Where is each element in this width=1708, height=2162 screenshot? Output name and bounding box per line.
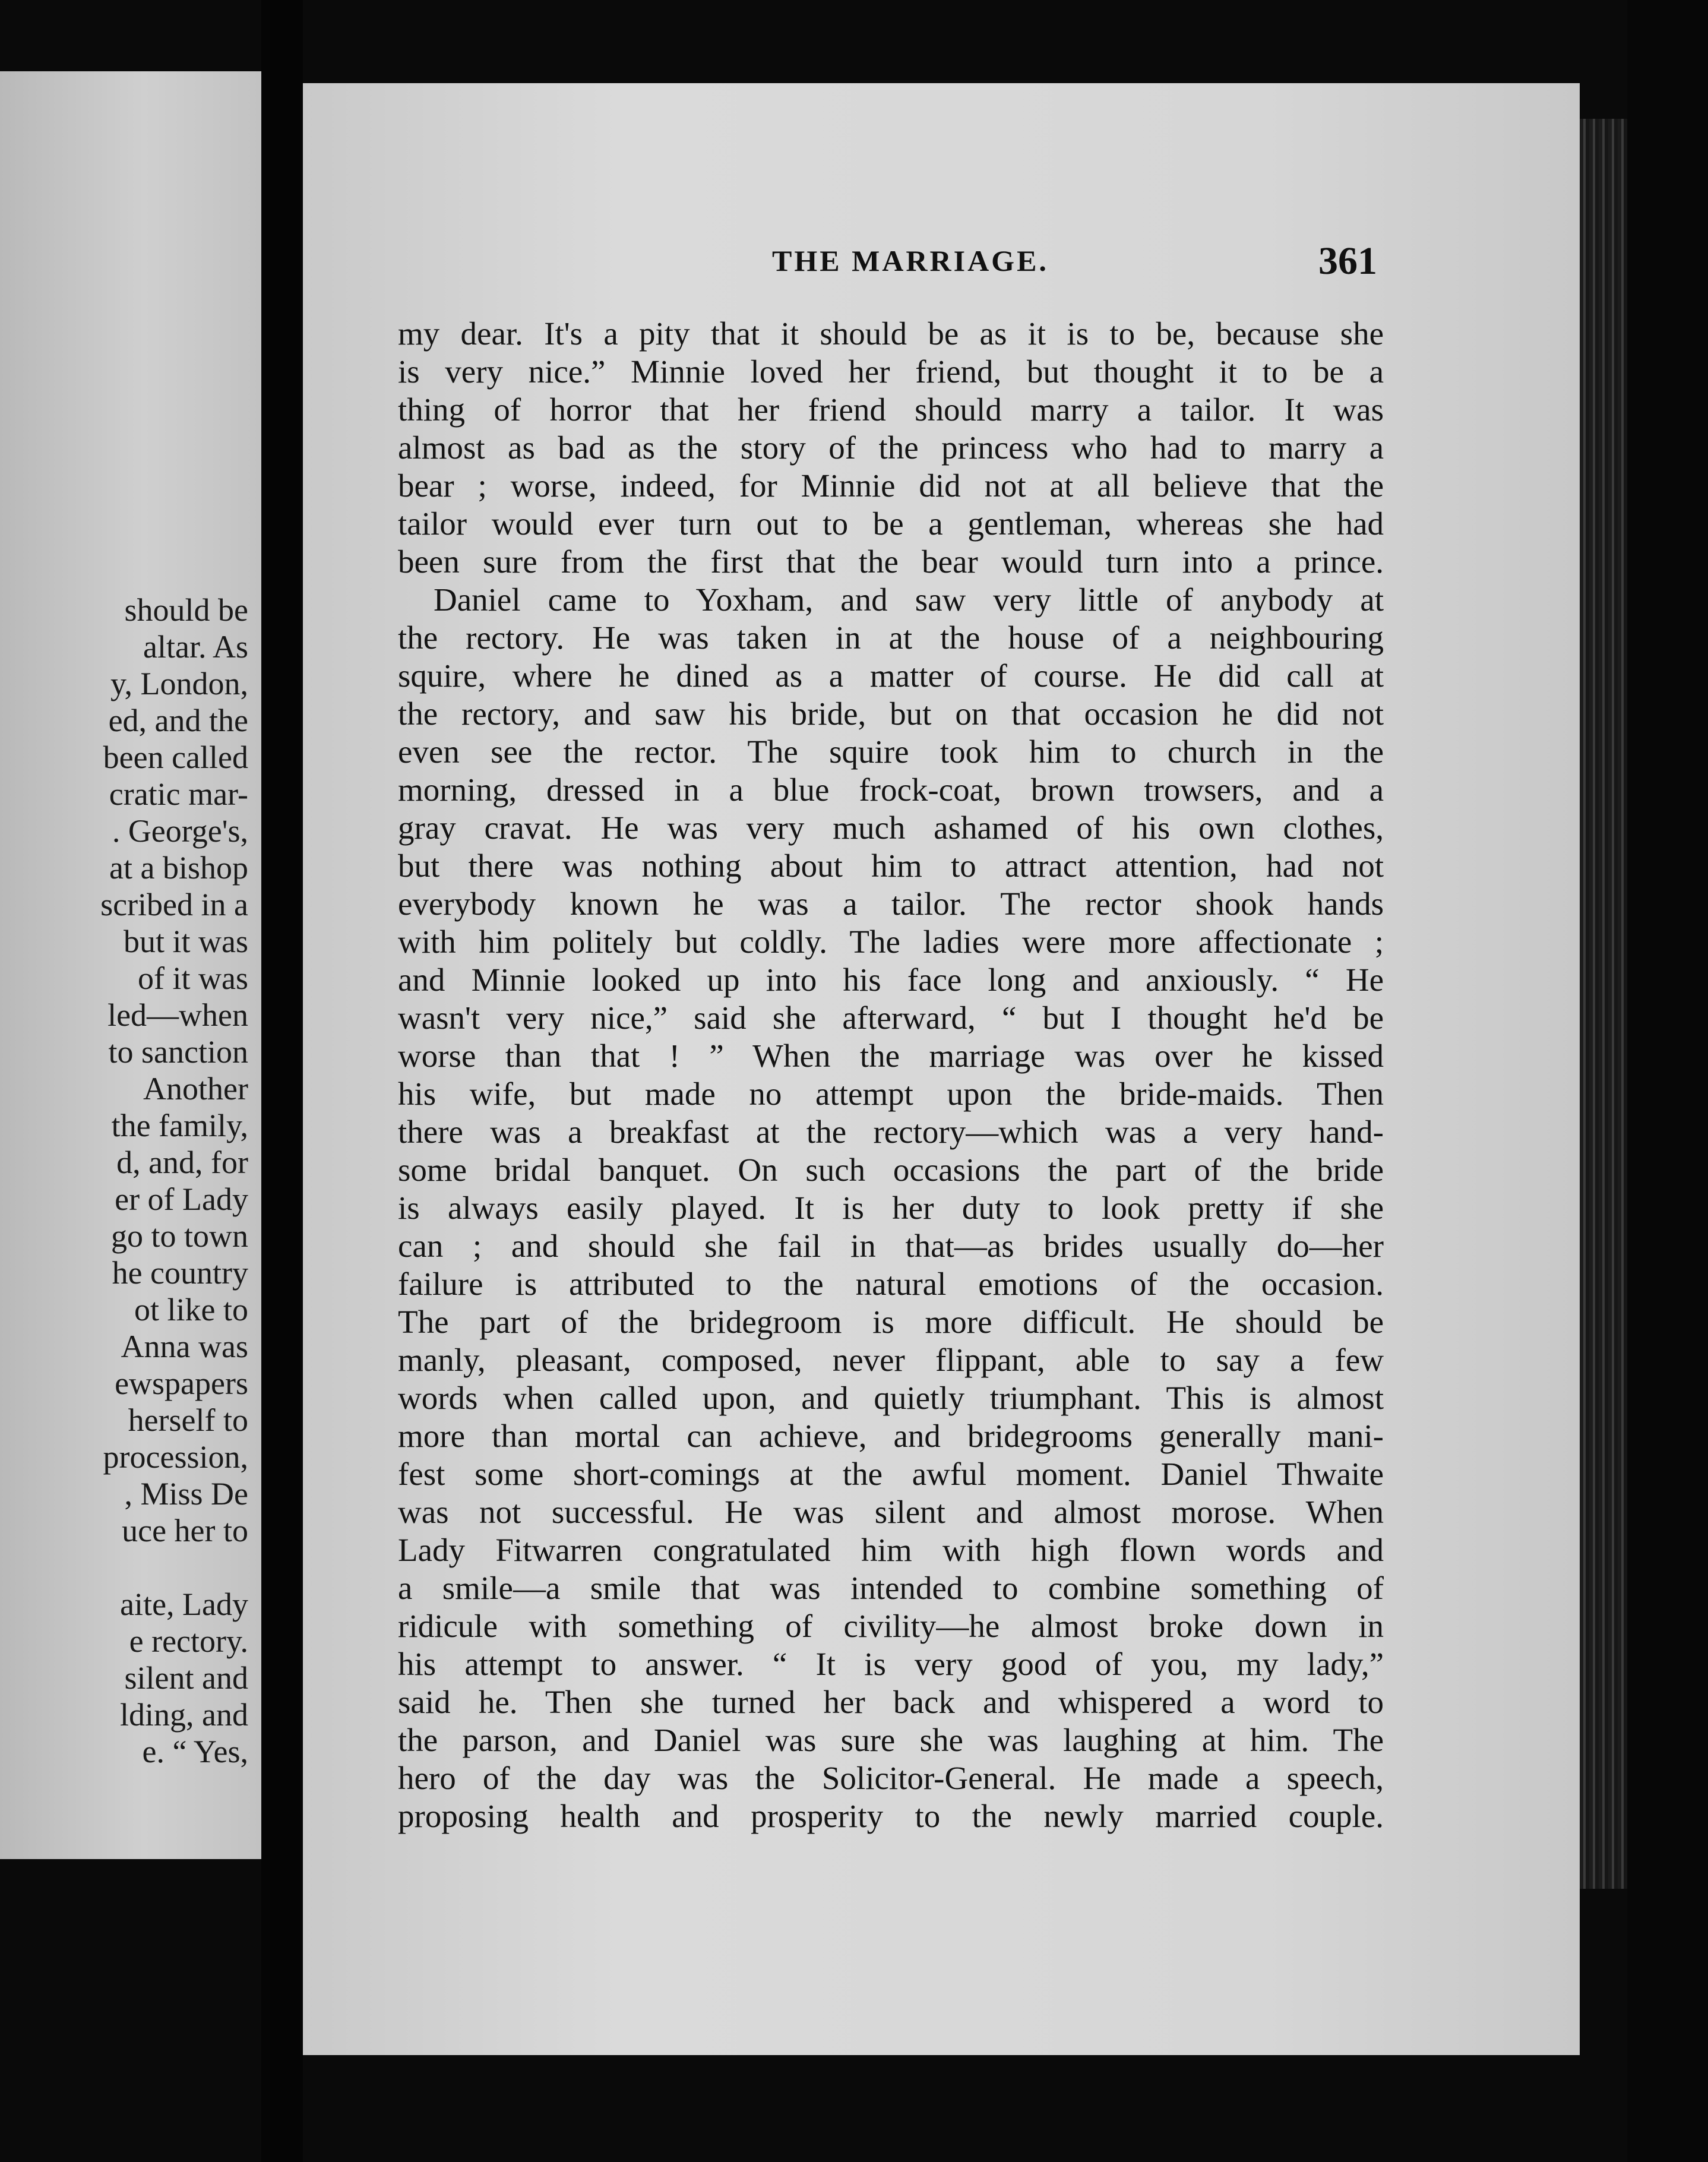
text-line: hero of the day was the Solicitor-General. He made a speech,: [398, 1760, 1384, 1796]
facing-page-line: e rectory.: [129, 1623, 248, 1659]
facing-page-line: should be: [124, 592, 248, 628]
facing-page-line: procession,: [103, 1439, 248, 1475]
text-line: thing of horror that her friend should marry a tailor. It was: [398, 391, 1384, 428]
text-line: is always easily played. It is her duty to look pretty if she: [398, 1190, 1384, 1226]
text-line: everybody known he was a tailor. The rector shook hands: [398, 886, 1384, 922]
facing-page-line: . George's,: [112, 813, 248, 849]
text-line: Daniel came to Yoxham, and saw very little of anybody at: [434, 581, 1384, 618]
facing-page-fragment: [0, 71, 261, 1859]
text-line: is very nice.” Minnie loved her friend, but thought it to be a: [398, 353, 1384, 390]
text-line: said he. Then she turned her back and whispered a word to: [398, 1684, 1384, 1720]
facing-page-line: to sanction: [108, 1034, 248, 1070]
facing-page-line: cratic mar-: [109, 776, 248, 812]
facing-page-line: led—when: [107, 997, 248, 1033]
text-line: wasn't very nice,” said she afterward, “ but I thought he'd be: [398, 1000, 1384, 1036]
text-line: was not successful. He was silent and almost morose. When: [398, 1494, 1384, 1530]
facing-page-line: aite, Lady: [120, 1586, 248, 1622]
facing-page-line: ed, and the: [108, 703, 248, 738]
text-line: even see the rector. The squire took him to church in the: [398, 734, 1384, 770]
facing-page-line: e. “ Yes,: [142, 1734, 248, 1769]
facing-page-line: Anna was: [121, 1329, 248, 1364]
facing-page-line: y, London,: [110, 666, 248, 701]
text-line: fest some short-comings at the awful moment. Daniel Thwaite: [398, 1456, 1384, 1492]
text-line: been sure from the first that the bear would turn into a prince.: [398, 543, 1384, 580]
text-line: a smile—a smile that was intended to combine something of: [398, 1570, 1384, 1606]
facing-page-line: ewspapers: [115, 1366, 248, 1401]
body-text: [398, 315, 1384, 1835]
text-line: more than mortal can achieve, and bridegrooms generally mani-: [398, 1418, 1384, 1454]
facing-page-line: herself to: [128, 1402, 248, 1438]
text-line: proposing health and prosperity to the newly married couple.: [398, 1798, 1384, 1834]
text-line: the rectory. He was taken in at the house of a neighbouring: [398, 619, 1384, 656]
facing-page-line: altar. As: [143, 629, 248, 665]
text-line: the rectory, and saw his bride, but on that occasion he did not: [398, 696, 1384, 732]
facing-page-line: the family,: [111, 1108, 248, 1143]
facing-page-line: uce her to: [122, 1513, 248, 1548]
facing-page-line: at a bishop: [109, 850, 248, 886]
text-line: my dear. It's a pity that it should be as it is to be, because she: [398, 315, 1384, 352]
background-margin: [1627, 0, 1708, 2162]
text-line: his attempt to answer. “ It is very good of you, my lady,”: [398, 1646, 1384, 1682]
book-gutter: [261, 0, 303, 2162]
page-edges: [1580, 119, 1627, 1889]
text-line: The part of the bridegroom is more difficult. He should be: [398, 1304, 1384, 1340]
text-line: ridicule with something of civility—he almost broke down in: [398, 1608, 1384, 1644]
facing-page-line: Another: [143, 1071, 248, 1107]
text-line: Lady Fitwarren congratulated him with high flown words and: [398, 1532, 1384, 1568]
text-line: squire, where he dined as a matter of course. He did call at: [398, 658, 1384, 694]
facing-page-line: er of Lady: [115, 1181, 248, 1217]
facing-page-line: he country: [112, 1255, 248, 1291]
text-line: there was a breakfast at the rectory—which was a very hand-: [398, 1114, 1384, 1150]
facing-page-line: silent and: [124, 1660, 248, 1696]
text-line: can ; and should she fail in that—as brides usually do—her: [398, 1228, 1384, 1264]
text-line: his wife, but made no attempt upon the bride-maids. Then: [398, 1076, 1384, 1112]
facing-page-line: ot like to: [134, 1292, 248, 1327]
facing-page-line: been called: [103, 739, 248, 775]
running-head: [303, 239, 1580, 285]
chapter-title: THE MARRIAGE.: [772, 244, 1049, 277]
book-page: [303, 83, 1580, 2055]
facing-page-line: d, and, for: [116, 1145, 248, 1180]
page-number: 361: [1318, 239, 1377, 283]
text-line: tailor would ever turn out to be a gentleman, whereas she had: [398, 505, 1384, 542]
facing-page-line: of it was: [138, 960, 248, 996]
facing-page-line: , Miss De: [124, 1476, 248, 1512]
text-line: and Minnie looked up into his face long and anxiously. “ He: [398, 962, 1384, 998]
text-line: failure is attributed to the natural emotions of the occasion.: [398, 1266, 1384, 1302]
facing-page-line: scribed in a: [100, 887, 248, 922]
text-line: some bridal banquet. On such occasions the part of the bride: [398, 1152, 1384, 1188]
facing-page-line: but it was: [124, 924, 248, 959]
text-line: gray cravat. He was very much ashamed of his own clothes,: [398, 810, 1384, 846]
text-line: almost as bad as the story of the princess who had to marry a: [398, 429, 1384, 466]
text-line: morning, dressed in a blue frock-coat, brown trowsers, and a: [398, 772, 1384, 808]
facing-page-line: go to town: [110, 1218, 248, 1254]
text-line: worse than that ! ” When the marriage was over he kissed: [398, 1038, 1384, 1074]
text-line: but there was nothing about him to attract attention, had not: [398, 848, 1384, 884]
text-line: bear ; worse, indeed, for Minnie did not at all believe that the: [398, 467, 1384, 504]
text-line: the parson, and Daniel was sure she was laughing at him. The: [398, 1722, 1384, 1758]
text-line: with him politely but coldly. The ladies were more affectionate ;: [398, 924, 1384, 960]
text-line: manly, pleasant, composed, never flippant, able to say a few: [398, 1342, 1384, 1378]
facing-page-line: lding, and: [120, 1697, 248, 1733]
text-line: words when called upon, and quietly triumphant. This is almost: [398, 1380, 1384, 1416]
